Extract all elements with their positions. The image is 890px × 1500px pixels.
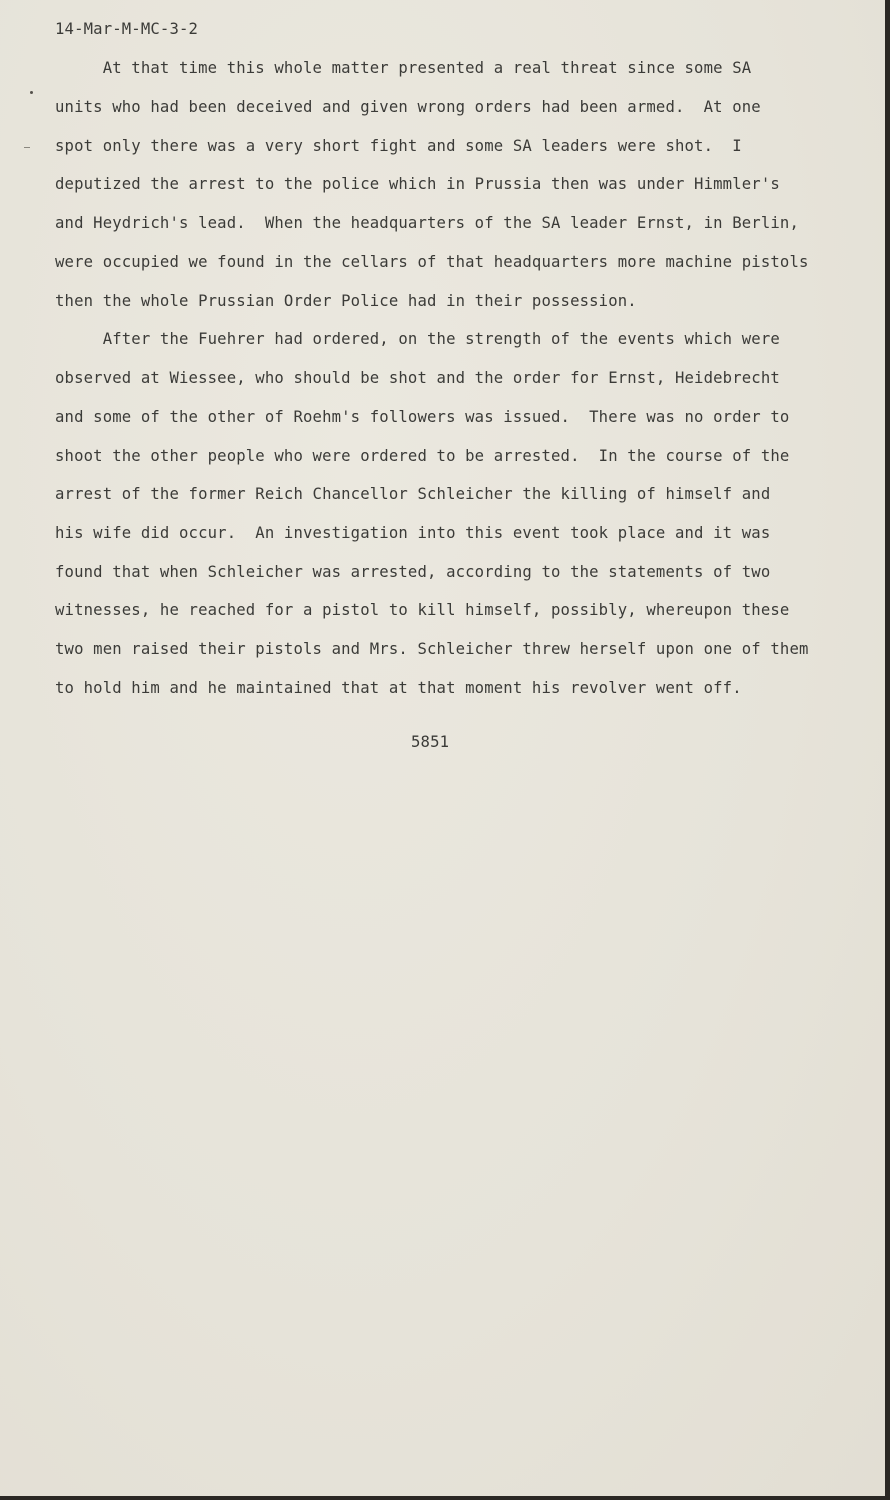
text-line: spot only there was a very short fight and some SA leaders were shot. I	[55, 137, 742, 155]
text-line: and Heydrich's lead. When the headquarters of the SA leader Ernst, in Berlin,	[55, 214, 799, 232]
text-line: shoot the other people who were ordered to be arrested. In the course of the	[55, 447, 790, 465]
text-line: observed at Wiessee, who should be shot and the order for Ernst, Heidebrecht	[55, 369, 780, 387]
text-line: two men raised their pistols and Mrs. Schleicher threw herself upon one of them	[55, 640, 809, 658]
scan-edge-bottom	[0, 1496, 890, 1500]
text-line: witnesses, he reached for a pistol to kill himself, possibly, whereupon these	[55, 601, 790, 619]
text-line: After the Fuehrer had ordered, on the strength of the events which were	[55, 330, 780, 348]
text-line: then the whole Prussian Order Police had in their possession.	[55, 292, 637, 310]
page-number: 5851	[411, 733, 450, 751]
text-line: units who had been deceived and given wrong orders had been armed. At one	[55, 98, 761, 116]
text-line: his wife did occur. An investigation into this event took place and it was	[55, 524, 771, 542]
text-line: At that time this whole matter presented a real threat since some SA	[55, 59, 752, 77]
page-reference: 14-Mar-M-MC-3-2	[55, 20, 199, 38]
scan-edge-right	[885, 0, 890, 1500]
text-line: deputized the arrest to the police which in Prussia then was under Himmler's	[55, 175, 780, 193]
text-line: found that when Schleicher was arrested, according to the statements of two	[55, 563, 771, 581]
text-line: and some of the other of Roehm's followers was issued. There was no order to	[55, 408, 790, 426]
text-line: were occupied we found in the cellars of that headquarters more machine pistols	[55, 253, 809, 271]
ink-speck	[30, 91, 33, 94]
margin-mark	[24, 147, 30, 148]
text-line: to hold him and he maintained that at that moment his revolver went off.	[55, 679, 742, 697]
text-line: arrest of the former Reich Chancellor Schleicher the killing of himself and	[55, 485, 771, 503]
